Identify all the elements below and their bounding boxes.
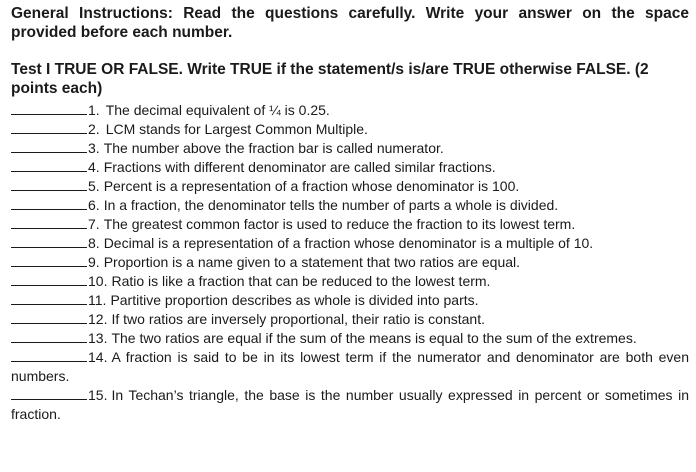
question-number: 9. bbox=[88, 254, 100, 270]
question-number: 8. bbox=[88, 235, 100, 251]
answer-blank[interactable] bbox=[11, 253, 87, 267]
question-text: The greatest common factor is used to reduce the fraction to its lowest term. bbox=[103, 216, 576, 232]
question-item bbox=[11, 272, 689, 291]
answer-blank[interactable] bbox=[11, 158, 87, 172]
question-number: 13. bbox=[88, 330, 108, 346]
question-number: 11. bbox=[88, 292, 107, 308]
question-text: Percent is a representation of a fraction whose denominator is 100. bbox=[103, 178, 520, 194]
question-text: In Techan’s triangle, the base is the number usually expressed in percent or sometimes in fraction. bbox=[11, 387, 689, 422]
question-text: If two ratios are inversely proportional, their ratio is constant. bbox=[111, 311, 485, 327]
answer-blank[interactable] bbox=[11, 101, 87, 115]
question-item bbox=[11, 234, 689, 253]
question-item bbox=[11, 120, 689, 139]
answer-blank[interactable] bbox=[11, 234, 87, 248]
question-text: The number above the fraction bar is called numerator. bbox=[103, 140, 444, 156]
question-item bbox=[11, 158, 689, 177]
question-number: 3. bbox=[88, 140, 100, 156]
question-item bbox=[11, 101, 689, 120]
answer-blank[interactable] bbox=[11, 272, 87, 286]
test-header: Test I TRUE OR FALSE. Write TRUE if the statement/s is/are TRUE otherwise FALSE. (2 points each) bbox=[11, 61, 649, 97]
question-text: The two ratios are equal if the sum of the means is equal to the sum of the extremes. bbox=[111, 330, 637, 346]
question-item bbox=[11, 291, 689, 310]
question-number: 2. bbox=[88, 121, 100, 137]
question-item bbox=[11, 310, 689, 329]
question-text: In a fraction, the denominator tells the number of parts a whole is divided. bbox=[103, 197, 559, 213]
question-number: 6. bbox=[88, 197, 100, 213]
question-item bbox=[11, 215, 689, 234]
question-text: Decimal is a representation of a fraction whose denominator is a multiple of 10. bbox=[103, 235, 594, 251]
question-number: 5. bbox=[88, 178, 100, 194]
question-list bbox=[11, 101, 689, 424]
question-number: 14. bbox=[88, 349, 108, 365]
question-number: 7. bbox=[88, 216, 100, 232]
answer-blank[interactable] bbox=[11, 291, 87, 305]
answer-blank[interactable] bbox=[11, 386, 87, 400]
general-instructions: General Instructions: Read the questions carefully. Write your answer on the space provided before each number. bbox=[11, 5, 689, 41]
question-item bbox=[11, 348, 689, 386]
answer-blank[interactable] bbox=[11, 348, 87, 362]
answer-blank[interactable] bbox=[11, 329, 87, 343]
question-number: 10. bbox=[88, 273, 108, 289]
question-text: The decimal equivalent of ¼ is 0.25. bbox=[105, 102, 330, 118]
question-text: Proportion is a name given to a statement that two ratios are equal. bbox=[103, 254, 521, 270]
question-item bbox=[11, 386, 689, 424]
question-number: 1. bbox=[88, 102, 100, 118]
question-number: 15. bbox=[88, 387, 108, 403]
question-text: LCM stands for Largest Common Multiple. bbox=[105, 121, 368, 137]
answer-blank[interactable] bbox=[11, 196, 87, 210]
question-item bbox=[11, 253, 689, 272]
answer-blank[interactable] bbox=[11, 139, 87, 153]
worksheet-page bbox=[11, 4, 689, 424]
answer-blank[interactable] bbox=[11, 177, 87, 191]
question-item bbox=[11, 139, 689, 158]
question-text: A fraction is said to be in its lowest term if the numerator and denominator are both even numbers. bbox=[11, 349, 689, 384]
question-text: Ratio is like a fraction that can be reduced to the lowest term. bbox=[111, 273, 491, 289]
question-item bbox=[11, 177, 689, 196]
question-number: 12. bbox=[88, 311, 108, 327]
question-item bbox=[11, 329, 689, 348]
answer-blank[interactable] bbox=[11, 310, 87, 324]
question-item bbox=[11, 196, 689, 215]
answer-blank[interactable] bbox=[11, 215, 87, 229]
question-text: Partitive proportion describes as whole is divided into parts. bbox=[110, 292, 479, 308]
question-number: 4. bbox=[88, 159, 100, 175]
question-text: Fractions with different denominator are called similar fractions. bbox=[103, 159, 496, 175]
answer-blank[interactable] bbox=[11, 120, 87, 134]
